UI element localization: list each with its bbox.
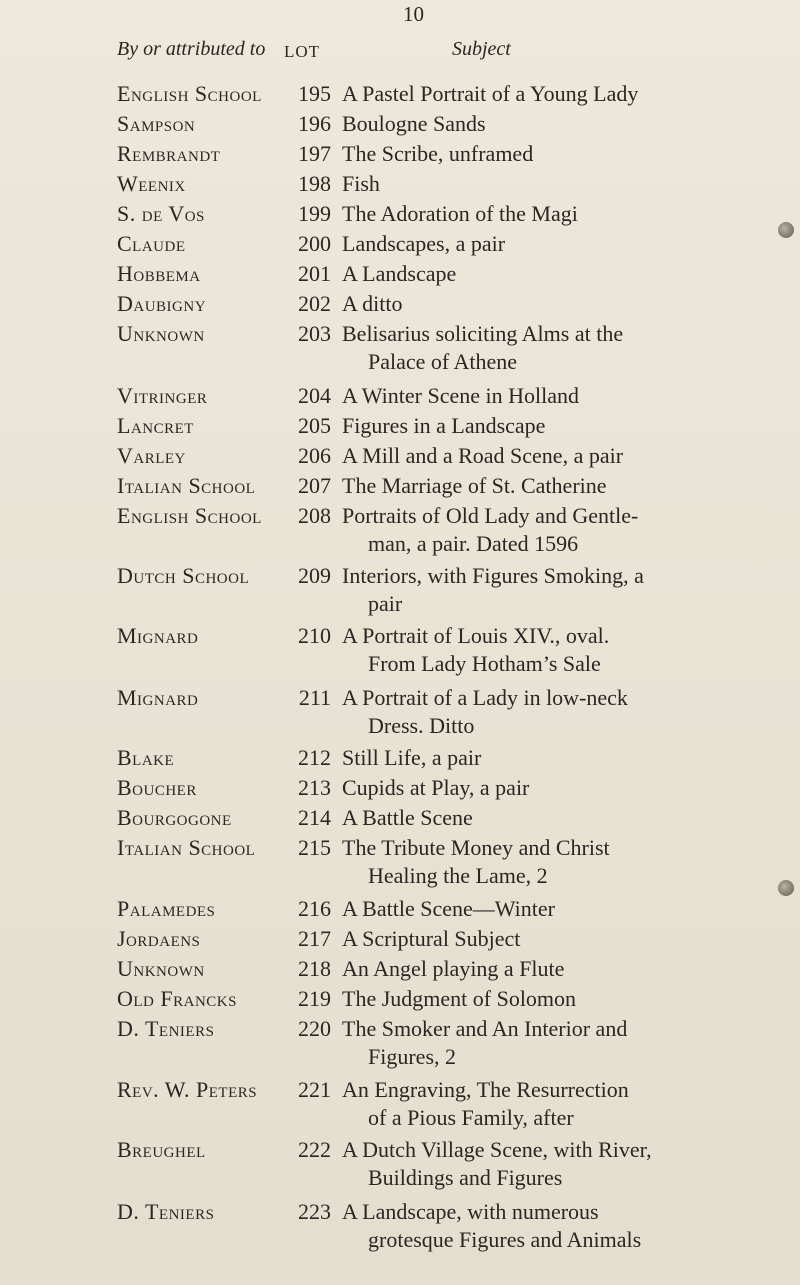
subject-text: A ditto [342, 291, 403, 316]
artist-name: Claude [117, 231, 186, 256]
lot-number: 202 [298, 291, 331, 316]
artist-name: Sampson [117, 111, 196, 136]
lot-number: 212 [298, 745, 331, 770]
lot-number: 203 [298, 321, 331, 346]
subject-text: The Marriage of St. Catherine [342, 473, 607, 498]
artist-name: Vitringer [117, 383, 208, 408]
artist-name: Breughel [117, 1137, 206, 1162]
artist-name: Italian School [117, 835, 256, 860]
lot-number: 221 [298, 1077, 331, 1102]
subject-text: An Engraving, The Resurrection of a Pious Family, after [342, 1076, 762, 1132]
subject-text: A Landscape [342, 261, 457, 286]
lot-number: 198 [298, 171, 331, 196]
artist-name: Old Francks [117, 986, 237, 1011]
subject-text: The Scribe, unframed [342, 141, 534, 166]
artist-name: Bourgogone [117, 805, 232, 830]
subject-text: A Scriptural Subject [342, 926, 521, 951]
subject-text: Fish [342, 171, 380, 196]
subject-text: A Battle Scene [342, 805, 473, 830]
lot-number: 204 [298, 383, 331, 408]
artist-name: Hobbema [117, 261, 201, 286]
artist-name: Weenix [117, 171, 186, 196]
lot-number: 217 [298, 926, 331, 951]
artist-name: English School [117, 503, 262, 528]
subject-continuation: Dress. Ditto [368, 713, 475, 738]
lot-number: 209 [298, 563, 331, 588]
artist-name: Palamedes [117, 896, 216, 921]
lot-number: 201 [298, 261, 331, 286]
subject-text: Landscapes, a pair [342, 231, 506, 256]
lot-number: 206 [298, 443, 331, 468]
artist-name: Rembrandt [117, 141, 221, 166]
lot-number: 196 [298, 111, 331, 136]
subject-text: Still Life, a pair [342, 745, 482, 770]
lot-number: 214 [298, 805, 331, 830]
subject-text: A Mill and a Road Scene, a pair [342, 443, 624, 468]
subject-continuation: Palace of Athene [368, 349, 518, 374]
subject-text: Cupids at Play, a pair [342, 775, 530, 800]
artist-name: Unknown [117, 321, 205, 346]
artist-name: Rev. W. Peters [117, 1077, 258, 1102]
subject-text: A Winter Scene in Holland [342, 383, 579, 408]
subject-text: The Smoker and An Interior and Figures, 2 [342, 1015, 762, 1071]
artist-name: Lancret [117, 413, 194, 438]
lot-number: 215 [298, 835, 331, 860]
lot-number: 213 [298, 775, 331, 800]
subject-column-header: Subject [452, 38, 511, 60]
subject-continuation: From Lady Hotham’s Sale [368, 651, 601, 676]
subject-text: The Judgment of Solomon [342, 986, 577, 1011]
artist-name: S. de Vos [117, 201, 205, 226]
lot-column-header: LOT [284, 42, 321, 61]
subject-text: Interiors, with Figures Smoking, a pair [342, 562, 762, 618]
subject-text: A Battle Scene—Winter [342, 896, 555, 921]
subject-text: A Landscape, with numerous grotesque Figures and Animals [342, 1198, 762, 1254]
artist-name: Italian School [117, 473, 256, 498]
subject-continuation: Healing the Lame, 2 [368, 863, 548, 888]
subject-text: The Adoration of the Magi [342, 201, 578, 226]
artist-name: Boucher [117, 775, 197, 800]
page-binding-hole [778, 880, 794, 896]
lot-number: 220 [298, 1016, 331, 1041]
subject-text: Figures in a Landscape [342, 413, 546, 438]
artist-name: Mignard [117, 685, 199, 710]
subject-continuation: pair [368, 591, 403, 616]
subject-text: A Dutch Village Scene, with River, Buildings and Figures [342, 1136, 762, 1192]
artist-name: Varley [117, 443, 186, 468]
lot-number: 197 [298, 141, 331, 166]
page-number: 10 [403, 2, 424, 26]
lot-number: 199 [298, 201, 331, 226]
lot-number: 195 [298, 81, 331, 106]
subject-continuation: of a Pious Family, after [368, 1105, 574, 1130]
subject-text: A Portrait of a Lady in low-neck Dress. Ditto [342, 684, 762, 740]
subject-text: Portraits of Old Lady and Gentle- man, a pair. Dated 1596 [342, 502, 762, 558]
lot-number: 222 [298, 1137, 331, 1162]
lot-number: 205 [298, 413, 331, 438]
page-binding-hole [778, 222, 794, 238]
lot-number: 211 [298, 685, 331, 710]
subject-continuation: Figures, 2 [368, 1044, 456, 1069]
artist-name: Unknown [117, 956, 205, 981]
subject-text: A Pastel Portrait of a Young Lady [342, 81, 639, 106]
lot-number: 208 [298, 503, 331, 528]
lot-number: 207 [298, 473, 331, 498]
subject-text: An Angel playing a Flute [342, 956, 565, 981]
artist-name: Blake [117, 745, 175, 770]
subject-continuation: grotesque Figures and Animals [368, 1227, 642, 1252]
subject-continuation: man, a pair. Dated 1596 [368, 531, 579, 556]
subject-text: Belisarius soliciting Alms at the Palace of Athene [342, 320, 762, 376]
artist-name: Jordaens [117, 926, 201, 951]
lot-number: 210 [298, 623, 331, 648]
artist-name: English School [117, 81, 262, 106]
artist-name: D. Teniers [117, 1199, 215, 1224]
artist-name: Mignard [117, 623, 199, 648]
subject-continuation: Buildings and Figures [368, 1165, 563, 1190]
artist-name: D. Teniers [117, 1016, 215, 1041]
artist-name: Daubigny [117, 291, 207, 316]
lot-number: 223 [298, 1199, 331, 1224]
lot-number: 218 [298, 956, 331, 981]
subject-text: Boulogne Sands [342, 111, 486, 136]
lot-number: 200 [298, 231, 331, 256]
subject-text: A Portrait of Louis XIV., oval. From Lady Hotham’s Sale [342, 622, 762, 678]
artist-column-header: By or attributed to [117, 38, 266, 60]
lot-number: 216 [298, 896, 331, 921]
subject-text: The Tribute Money and Christ Healing the Lame, 2 [342, 834, 762, 890]
artist-name: Dutch School [117, 563, 250, 588]
lot-number: 219 [298, 986, 331, 1011]
